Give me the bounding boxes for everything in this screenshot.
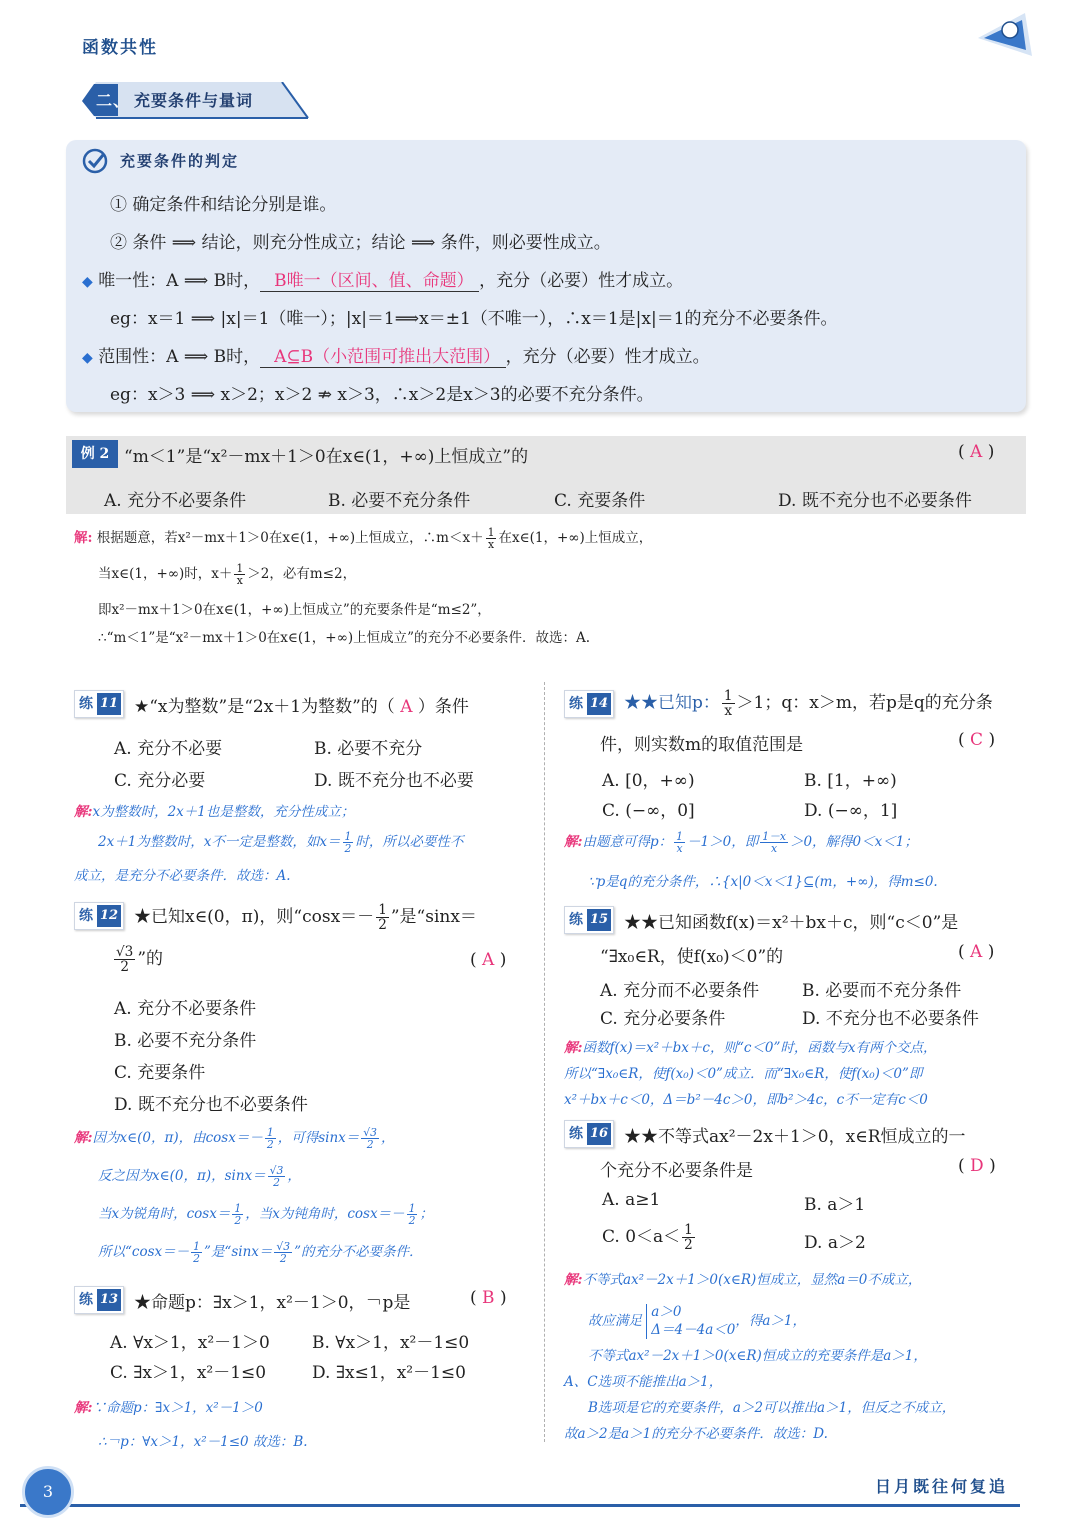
practice-13-option-d: D. ∃x≤1，x²－1≤0 <box>312 1363 466 1383</box>
tag-number: 15 <box>587 909 611 931</box>
practice-16-solution-4: A、C选项不能推出a＞1， <box>564 1374 723 1390</box>
practice-12-option-c: C. 充要条件 <box>114 1063 206 1083</box>
solution-text: 根据题意，若x²－mx＋1＞0在x∈(1，+∞)上恒成立，∴m＜x＋ <box>96 530 484 546</box>
frac-num: √3 <box>116 943 134 960</box>
solution-text: 在x∈(1，+∞)上恒成立， <box>498 530 653 546</box>
frac-den: x <box>771 842 778 855</box>
frac-den: 2 <box>234 1214 242 1227</box>
example-2-tag: 例 2 <box>72 440 118 468</box>
answer-letter: A <box>482 950 495 970</box>
question-text: ★“x为整数”是“2x＋1为整数”的（ <box>134 697 395 717</box>
footer-motto: 日月既往何复追 <box>874 1477 1008 1496</box>
example-2-answer: ( A ) <box>958 442 995 462</box>
example-eg-2: eg：x＞3 ⟹ x＞2；x＞2 ⇏ x＞3，∴x＞2是x＞3的必要不充分条件。 <box>110 385 654 405</box>
frac-num: 1 <box>408 1201 416 1215</box>
answer-letter: C <box>970 730 984 750</box>
diamond-bullet-icon: ◆ <box>82 274 93 290</box>
solution-label: 解: <box>74 1400 93 1416</box>
practice-12-solution-3: 当x为锐角时，cosx＝ $\frac{1}{2}$ ，当x为钝角时，cosx＝－ $\frac{1}{2}$ ； <box>98 1201 433 1227</box>
practice-16-question-1: ★★不等式ax²－2x＋1＞0，x∈R恒成立的一 <box>624 1127 966 1147</box>
section-heading <box>96 88 253 111</box>
page-number: 3 <box>22 1466 74 1518</box>
frac-den: 2 <box>366 1138 374 1151</box>
practice-12-answer: ( A ) <box>470 950 507 970</box>
example-2-option-c: C. 充要条件 <box>554 491 646 511</box>
practice-15-answer: ( A ) <box>958 942 995 962</box>
solution-text: ＞0，解得0＜x＜1； <box>789 834 918 850</box>
solution-text: ”的充分不必要条件． <box>294 1244 423 1260</box>
practice-14-option-b: B. [1，+∞) <box>804 771 897 791</box>
practice-12-option-a: A. 充分不必要条件 <box>114 999 257 1019</box>
practice-12-question-1 <box>134 902 477 932</box>
range-blank: A⊆B（小范围可推出大范围） <box>260 347 506 368</box>
practice-11-solution-2 <box>98 830 463 854</box>
example-2-question: “m＜1”是“x²－mx＋1＞0在x∈(1，+∞)上恒成立”的 <box>124 447 529 467</box>
practice-11-tag <box>74 690 124 718</box>
answer-letter: B <box>482 1288 495 1308</box>
solution-label: 解: <box>564 1272 583 1288</box>
footer-rule <box>20 1504 1020 1507</box>
fraction <box>114 945 135 975</box>
practice-16-option-c <box>602 1222 697 1252</box>
frac-den: 2 <box>378 917 387 933</box>
fraction <box>234 563 245 587</box>
solution-text: －1＞0，即 <box>687 834 759 850</box>
practice-16-question-2: 个充分不必要条件是 <box>600 1161 753 1181</box>
fraction <box>674 831 685 855</box>
solution-text: 故应满足 <box>588 1313 642 1330</box>
practice-15-question-2: “∃x₀∈R，使f(x₀)＜0”的 <box>600 947 784 967</box>
practice-16-solution-2 <box>588 1304 806 1339</box>
concept-box-title: 充要条件的判定 <box>120 152 240 170</box>
frac-den: 2 <box>344 842 352 855</box>
frac-num: 1－x <box>762 829 786 843</box>
fraction <box>268 1165 286 1189</box>
frac-num: √3 <box>276 1239 291 1253</box>
fraction <box>232 1203 243 1227</box>
solution-text: ∵命题p：∃x＞1，x²－1＞0 <box>92 1400 263 1416</box>
answer-letter: A <box>970 442 983 462</box>
practice-15-question-1: ★★已知函数f(x)＝x²＋bx＋c，则“c＜0”是 <box>624 913 959 933</box>
practice-16-option-d: D. a＞2 <box>804 1233 866 1253</box>
solution-label: 解: <box>564 1040 583 1056</box>
practice-13-solution-2: ∴￢p：∀x＞1，x²－1≤0 故选：B. <box>98 1434 308 1450</box>
frac-den: 2 <box>684 1237 693 1253</box>
practice-16-tag <box>564 1120 614 1148</box>
practice-14-answer: ( C ) <box>958 730 996 750</box>
system-line-2: Δ＝4－4a＜0 <box>651 1321 736 1338</box>
question-text: ”的 <box>137 949 164 969</box>
tag-number: 13 <box>97 1289 121 1311</box>
system-line-1: a＞0 <box>651 1304 682 1320</box>
practice-11-solution-1 <box>74 800 354 820</box>
frac-den: x <box>676 842 683 855</box>
range-prefix: 范围性：A ⟹ B时， <box>98 347 261 367</box>
fraction <box>486 527 497 551</box>
example-2-option-b: B. 必要不充分条件 <box>328 491 471 511</box>
frac-den: x <box>724 703 733 719</box>
frac-num: 1 <box>487 525 495 539</box>
question-tail: ）条件 <box>417 697 469 717</box>
solution-text: 不等式ax²－2x＋1＞0(x∈R)恒成立，显然a＝0不成立， <box>582 1272 922 1288</box>
example-2-solution-4: ∴“m＜1”是“x²－mx＋1＞0在x∈(1，+∞)上恒成立”的充分不必要条件．故选：A. <box>98 630 591 646</box>
practice-15-option-d: D. 不充分也不必要条件 <box>802 1009 979 1029</box>
tag-number: 12 <box>97 905 121 927</box>
question-text: ★★已知p： <box>624 693 720 713</box>
practice-12-tag <box>74 902 124 930</box>
answer-letter: A <box>970 942 983 962</box>
tag-label: 练 <box>79 908 93 924</box>
section-title: 充要条件与量词 <box>134 91 254 110</box>
practice-16-option-b: B. a＞1 <box>804 1195 866 1215</box>
tag-number: 16 <box>587 1123 611 1145</box>
range-rule <box>82 342 710 367</box>
uniqueness-suffix: ，充分（必要）性才成立。 <box>479 271 684 291</box>
fraction <box>722 689 735 719</box>
uniqueness-blank: B唯一（区间、值、命题） <box>260 271 479 292</box>
fraction <box>361 1127 379 1151</box>
practice-13-answer: ( B ) <box>470 1288 507 1308</box>
frac-num: √3 <box>269 1163 284 1177</box>
practice-14-option-a: A. [0，+∞) <box>602 771 695 791</box>
solution-text: 反之因为x∈(0，π)，sinx＝ <box>98 1168 266 1184</box>
fraction <box>682 1223 695 1253</box>
answer-letter: D <box>970 1156 984 1176</box>
frac-den: 2 <box>120 959 129 975</box>
practice-12-solution-4 <box>98 1240 423 1264</box>
practice-13-option-a: A. ∀x＞1，x²－1＞0 <box>110 1333 270 1353</box>
example-2-solution-2 <box>98 562 356 586</box>
practice-16-solution-6: 故a＞2是a＞1的充分不必要条件．故选：D. <box>564 1426 828 1442</box>
solution-text: x为整数时，2x＋1也是整数，充分性成立； <box>92 804 355 820</box>
practice-13-solution-1 <box>74 1396 263 1416</box>
practice-11-option-d: D. 既不充分也不必要 <box>314 771 474 791</box>
practice-16-solution-5: B选项是它的充要条件，a＞2可以推出a＞1，但反之不成立， <box>588 1400 956 1416</box>
practice-16-answer: ( D ) <box>958 1156 996 1176</box>
practice-11-question <box>134 692 469 717</box>
solution-label: 解: <box>74 530 93 546</box>
practice-11-option-a: A. 充分不必要 <box>114 739 223 759</box>
fraction <box>343 831 354 855</box>
practice-15-option-a: A. 充分而不必要条件 <box>600 981 760 1001</box>
practice-13-option-b: B. ∀x＞1，x²－1≤0 <box>312 1333 470 1353</box>
frac-num: 1 <box>236 561 244 575</box>
option-text: C. 0＜a＜ <box>602 1227 681 1247</box>
check-circle-icon <box>82 148 108 174</box>
fraction <box>274 1241 292 1265</box>
solution-text: 因为x∈(0，π)，由cosx＝－ <box>92 1130 263 1146</box>
example-2-option-a: A. 充分不必要条件 <box>104 491 247 511</box>
tag-label: 练 <box>79 1292 93 1308</box>
frac-den: 2 <box>273 1176 280 1189</box>
solution-text: 时，所以必要性不 <box>355 834 464 850</box>
frac-num: √3 <box>363 1125 378 1139</box>
practice-11-solution-3: 成立，是充分不必要条件．故选：A. <box>74 868 291 884</box>
practice-12-option-b: B. 必要不充分条件 <box>114 1031 257 1051</box>
tag-label: 练 <box>79 696 93 712</box>
frac-num: 1 <box>234 1201 242 1215</box>
tag-label: 练 <box>569 1126 583 1142</box>
range-suffix: ，充分（必要）性才成立。 <box>505 347 710 367</box>
concept-line-1: ① 确定条件和结论分别是谁。 <box>110 195 337 215</box>
example-eg-1: eg：x＝1 ⟹ |x|＝1（唯一）；|x|＝1⟹x＝±1（不唯一），∴x＝1是|x|＝1的充分不必要条件。 <box>110 309 838 329</box>
tag-number: 11 <box>97 693 121 715</box>
practice-14-solution-1 <box>564 830 918 854</box>
solution-text: 所以“cosx＝－ <box>98 1244 190 1260</box>
uniqueness-rule <box>82 266 683 291</box>
solution-text: ”是“sinx＝ <box>204 1244 273 1260</box>
practice-15-solution-3: x²＋bx＋c＜0，Δ＝b²－4c＞0，即b²＞4c，c不一定有c＜0 <box>564 1092 928 1108</box>
practice-14-tag <box>564 690 614 718</box>
practice-12-solution-1: 解:因为x∈(0，π)，由cosx＝－ $\frac{1}{2}$ ，可得sinx＝ $\frac{√3}{2}$ ， <box>74 1125 395 1151</box>
solution-text: 函数f(x)＝x²＋bx＋c，则“c＜0”时，函数与x有两个交点， <box>582 1040 937 1056</box>
tag-number: 14 <box>587 693 611 715</box>
frac-num: 1 <box>378 901 387 918</box>
answer-letter: A <box>400 697 413 717</box>
column-divider <box>544 682 545 1442</box>
solution-text: ＞2，必有m≤2， <box>247 566 357 582</box>
frac-num: 1 <box>684 1221 693 1238</box>
frac-den: x <box>236 574 243 587</box>
frac-num: 1 <box>676 829 684 843</box>
practice-13-tag <box>74 1286 124 1314</box>
solution-text: 由题意可得p： <box>582 834 673 850</box>
question-text: ”是“sinx＝ <box>390 907 477 927</box>
practice-13-option-c: C. ∃x＞1，x²－1≤0 <box>110 1363 267 1383</box>
solution-label: 解: <box>74 1130 93 1146</box>
tag-label: 练 <box>569 696 583 712</box>
solution-text: ，当x为钝角时，cosx＝－ <box>245 1206 405 1222</box>
diamond-bullet-icon: ◆ <box>82 350 93 366</box>
practice-14-question-1 <box>624 688 993 718</box>
solution-text: ，可得sinx＝ <box>277 1130 360 1146</box>
practice-14-option-d: D. (−∞，1] <box>804 801 898 821</box>
frac-num: 1 <box>344 829 352 843</box>
frac-num: 1 <box>723 687 733 704</box>
fraction <box>191 1241 202 1265</box>
practice-14-option-c: C. (−∞，0] <box>602 801 695 821</box>
frac-den: 2 <box>193 1252 201 1265</box>
practice-12-option-d: D. 既不充分也不必要条件 <box>114 1095 308 1115</box>
practice-12-solution-2: 反之因为x∈(0，π)，sinx＝ $\frac{√3}{2}$ ， <box>98 1163 301 1189</box>
corner-logo-icon <box>970 8 1040 68</box>
solution-text: 2x＋1为整数时，x不一定是整数，如x＝ <box>98 834 341 850</box>
frac-num: 1 <box>193 1239 201 1253</box>
fraction <box>760 831 788 855</box>
practice-15-tag <box>564 906 614 934</box>
practice-13-question: ★命题p：∃x＞1，x²－1＞0，￢p是 <box>134 1293 411 1313</box>
fraction <box>265 1127 276 1151</box>
solution-text: 当x为锐角时，cosx＝ <box>98 1206 231 1222</box>
example-2-solution-1 <box>74 526 652 550</box>
frac-den: 2 <box>279 1252 287 1265</box>
fraction <box>407 1203 418 1227</box>
solution-text: ，得a＞1， <box>735 1313 807 1330</box>
practice-15-solution-2: 所以“∃x₀∈R，使f(x₀)＜0”成立．而“∃x₀∈R，使f(x₀)＜0”即 <box>564 1066 923 1082</box>
practice-15-option-c: C. 充分必要条件 <box>600 1009 726 1029</box>
practice-12-question-2 <box>112 944 163 974</box>
section-number: 二、 <box>96 91 131 110</box>
practice-14-solution-2: ∵p是q的充分条件，∴{x|0＜x＜1}⊆(m，+∞)，得m≤0. <box>588 874 938 890</box>
concept-line-2: ② 条件 ⟹ 结论，则充分性成立；结论 ⟹ 条件，则必要性成立。 <box>110 233 611 253</box>
tag-label: 练 <box>569 912 583 928</box>
system-brace <box>646 1304 735 1339</box>
fraction <box>376 903 389 933</box>
solution-label: 解: <box>74 804 93 820</box>
question-text: ★已知x∈(0，π)，则“cosx＝－ <box>134 907 375 927</box>
practice-11-option-b: B. 必要不充分 <box>314 739 423 759</box>
practice-15-solution-1 <box>564 1036 937 1056</box>
practice-15-option-b: B. 必要而不充分条件 <box>802 981 962 1001</box>
practice-14-question-2: 件，则实数m的取值范围是 <box>600 735 804 755</box>
practice-16-solution-3: 不等式ax²－2x＋1＞0(x∈R)恒成立的充要条件是a＞1， <box>588 1348 927 1364</box>
header-title: 函数共性 <box>82 38 158 58</box>
frac-den: 2 <box>408 1214 416 1227</box>
solution-label: 解: <box>564 834 583 850</box>
practice-16-option-a: A. a≥1 <box>602 1190 661 1210</box>
example-2-solution-3: 即x²－mx＋1＞0在x∈(1，+∞)上恒成立”的充要条件是“m≤2”， <box>98 602 491 618</box>
question-text: ＞1；q：x＞m，若p是q的充分条 <box>736 693 993 713</box>
frac-num: 1 <box>266 1125 274 1139</box>
example-2-option-d: D. 既不充分也不必要条件 <box>778 491 972 511</box>
solution-text: 当x∈(1，+∞)时，x＋ <box>98 566 233 582</box>
frac-den: x <box>488 538 495 551</box>
frac-den: 2 <box>266 1138 274 1151</box>
uniqueness-prefix: 唯一性：A ⟹ B时， <box>98 271 261 291</box>
practice-16-solution-1 <box>564 1268 921 1288</box>
practice-11-option-c: C. 充分必要 <box>114 771 206 791</box>
